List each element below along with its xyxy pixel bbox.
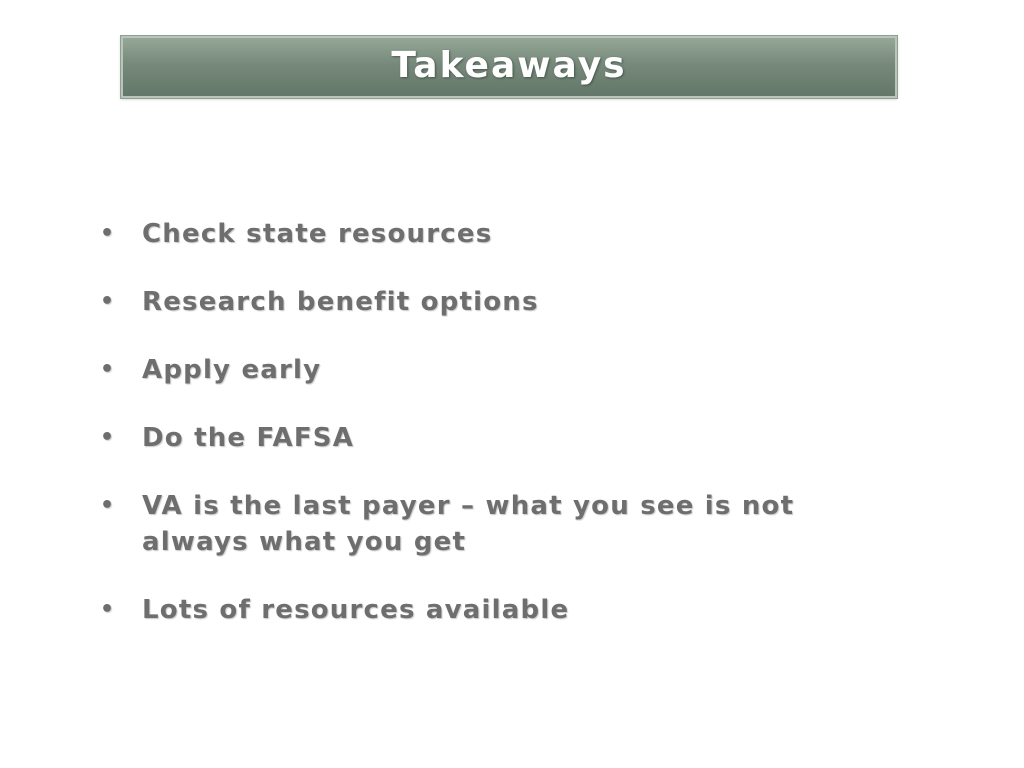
bullet-dot-icon: • <box>100 597 116 622</box>
bullet-text: Apply early <box>142 355 322 385</box>
bullet-item-check-state-resources <box>100 216 960 252</box>
bullet-text: VA is the last payer – what you see is not always what you get <box>142 491 795 557</box>
slide-title: Takeaways <box>391 45 627 86</box>
bullet-text: Do the FAFSA <box>142 423 355 453</box>
bullet-text: Lots of resources available <box>142 595 570 625</box>
bullet-item-apply-early <box>100 352 960 388</box>
bullet-text: Research benefit options <box>142 287 539 317</box>
bullet-item-do-the-fafsa <box>100 420 960 456</box>
bullet-item-lots-of-resources <box>100 592 960 628</box>
bullet-dot-icon: • <box>100 425 116 450</box>
bullet-text: Check state resources <box>142 219 493 249</box>
bullet-item-research-benefit-options <box>100 284 960 320</box>
bullet-dot-icon: • <box>100 357 116 382</box>
bullet-dot-icon: • <box>100 221 116 246</box>
bullet-item-va-last-payer <box>100 488 832 560</box>
bullet-list <box>100 216 960 660</box>
bullet-dot-icon: • <box>100 289 116 314</box>
title-bar <box>121 36 897 98</box>
bullet-dot-icon: • <box>100 493 116 518</box>
